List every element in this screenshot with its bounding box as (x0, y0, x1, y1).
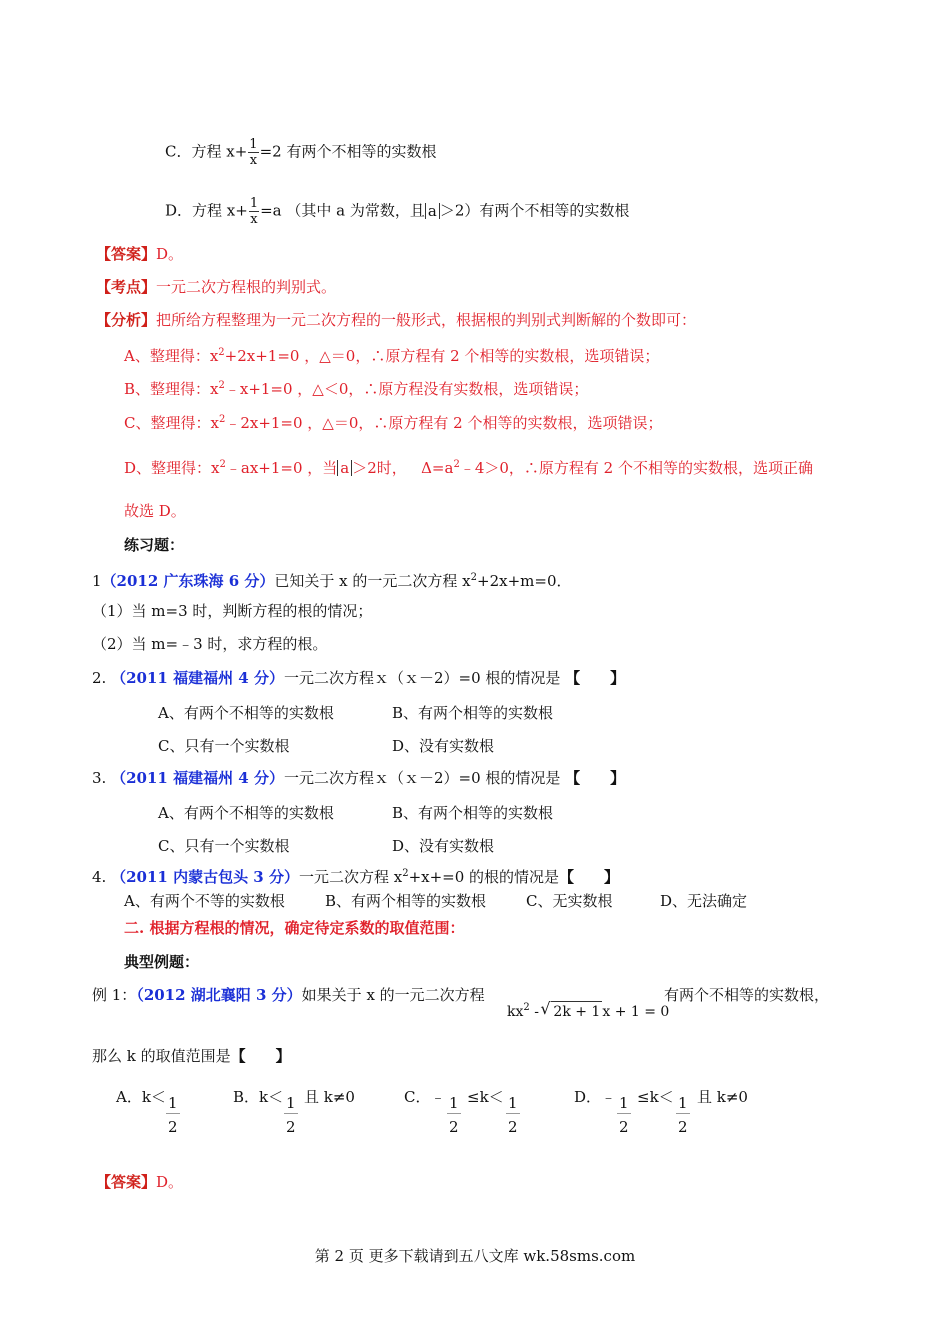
example-1-line2: 那么 k 的取值范围是【 】 (92, 1047, 291, 1065)
q3-option-b: B、有两个相等的实数根 (392, 804, 554, 822)
fraction: $\frac{1}{x}$ (249, 196, 259, 227)
fenxi-a: A、整理得：$x^2+2x+1=0$ ，△＝0，∴原方程有 2 个相等的实数根，选项错误； (124, 347, 660, 365)
fraction: 1 2 (449, 1094, 459, 1136)
q2-option-b: B、有两个相等的实数根 (392, 704, 554, 722)
option-d-line: D．方程 x+ $\frac{1}{x}$ =a （其中 a 为常数，且 a ＞2）有两个不相等的实数根 (165, 196, 630, 227)
kaodian-line: 【考点】一元二次方程根的判别式。 (96, 278, 337, 296)
q4-option-b: B、有两个相等的实数根 (325, 892, 487, 910)
example-option-b: B．k＜ (233, 1088, 284, 1106)
option-c-line: C．方程 x+ $\frac{1}{x}$ =2 有两个不相等的实数根 (165, 137, 437, 168)
fraction: 1 2 (619, 1094, 629, 1136)
q2-option-d: D、没有实数根 (392, 737, 495, 755)
page-footer: 第 2 页 更多下载请到五八文库 wk.58sms.com (314, 1247, 636, 1265)
q4-option-d: D、无法确定 (660, 892, 748, 910)
example-option-a: A．k＜ (116, 1088, 166, 1106)
radical: √ 2k + 1 (551, 1001, 602, 1022)
answer-2-line: 【答案】D。 (96, 1173, 184, 1191)
question-4: 4. （2011 内蒙古包头 3 分）一元二次方程 $x^2+x+=0$ 的根的情况是【 】 (92, 868, 620, 886)
q3-option-d: D、没有实数根 (392, 837, 495, 855)
q4-option-a: A、有两个不等的实数根 (124, 892, 285, 910)
example-option-d-mid: ≤k＜ (637, 1088, 674, 1106)
question-1-sub2: （2）当 m=﹣3 时，求方程的根。 (92, 635, 328, 653)
practice-title: 练习题： (124, 536, 185, 554)
section-2-title: 二. 根据方程根的情况，确定待定系数的取值范围： (124, 919, 465, 937)
q2-option-c: C、只有一个实数根 (158, 737, 290, 755)
example-option-c-mid: ≤k＜ (467, 1088, 504, 1106)
example-1-line1: 例 1：（2012 湖北襄阳 3 分）如果关于 x 的一元二次方程 (92, 986, 485, 1004)
answer-line: 【答案】D。 (96, 245, 184, 263)
question-1-sub1: （1）当 m=3 时，判断方程的根的情况； (92, 602, 373, 620)
fenxi-b: B、整理得：$x^2﹣x+1=0$ ，△＜0，∴原方程没有实数根，选项错误； (124, 380, 589, 398)
fraction: 1 2 (508, 1094, 518, 1136)
fraction: $\frac{1}{x}$ (249, 137, 258, 168)
fenxi-c: C、整理得：$x^2﹣2x+1=0$ ，△＝0，∴原方程有 2 个相等的实数根，选项错误； (124, 414, 663, 432)
fenxi-conclusion: 故选 D。 (124, 502, 186, 520)
q3-option-a: A、有两个不相等的实数根 (158, 804, 334, 822)
fraction: 1 2 (678, 1094, 688, 1136)
example-option-d-tail: 且 k≠0 (697, 1088, 748, 1106)
example-option-b-tail: 且 k≠0 (304, 1088, 355, 1106)
fraction: 1 2 (168, 1094, 178, 1136)
typical-example-title: 典型例题： (124, 953, 200, 971)
q3-option-c: C、只有一个实数根 (158, 837, 290, 855)
question-1: 1（2012 广东珠海 6 分）已知关于 x 的一元二次方程 $x^2+2x+m=0$． (92, 572, 572, 590)
q4-option-c: C、无实数根 (526, 892, 613, 910)
fraction: 1 2 (286, 1094, 296, 1136)
fenxi-d: D、整理得：$x^2﹣ax+1=0$ ，当 a ＞2时， $\Delta=a^2﹣4>0$，∴原方程有 2 个不相等的实数根，选项正确 (124, 459, 813, 477)
example-1-equation: $kx^2$ - √ 2k + 1 x + 1 = 0 (507, 998, 669, 1022)
example-1-suffix: 有两个不相等的实数根， (664, 986, 830, 1004)
absolute-value: a (425, 203, 440, 219)
question-2: 2. （2011 福建福州 4 分）一元二次方程ｘ（ｘ－2）=0 根的情况是 【 】 (92, 669, 626, 687)
example-option-d: D．﹣ (574, 1088, 617, 1106)
fenxi-line: 【分析】把所给方程整理为一元二次方程的一般形式，根据根的判别式判断解的个数即可： (96, 311, 697, 329)
q2-option-a: A、有两个不相等的实数根 (158, 704, 334, 722)
question-3: 3. （2011 福建福州 4 分）一元二次方程ｘ（ｘ－2）=0 根的情况是 【 】 (92, 769, 626, 787)
example-option-c: C．﹣ (404, 1088, 446, 1106)
